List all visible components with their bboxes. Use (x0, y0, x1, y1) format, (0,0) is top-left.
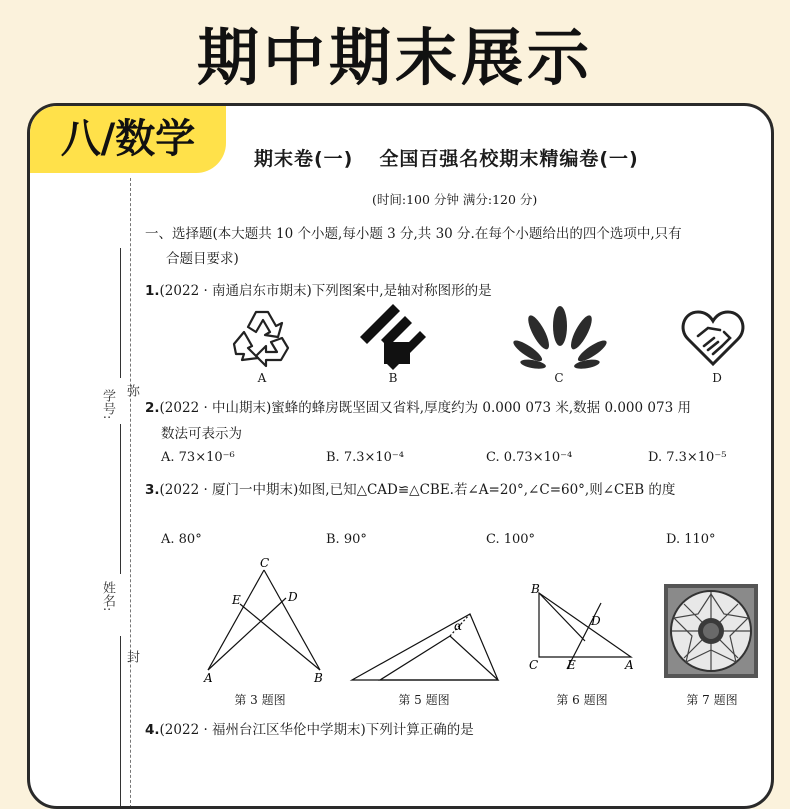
figure-3-diagram (200, 556, 330, 686)
question-number: 1. (145, 283, 160, 299)
figure-7-caption: 第 7 题图 (686, 693, 738, 707)
q3-option-c: C. 100° (486, 532, 536, 547)
name-line (120, 636, 121, 806)
option-label-a: A (257, 371, 267, 385)
seal-char-feng: 封 (124, 650, 139, 663)
q2-option-b: B. 7.3×10⁻⁴ (326, 450, 404, 465)
figure-5-diagram (350, 606, 500, 682)
question-text: (2022 · 南通启东市期末)下列图案中,是轴对称图形的是 (159, 283, 492, 299)
fig6-label-c: C (529, 658, 539, 672)
student-no-label: 学号: (100, 389, 115, 420)
subject-tag: 八/数学 (30, 106, 226, 173)
figure-6-caption: 第 6 题图 (556, 693, 608, 707)
option-label-b: B (388, 371, 398, 385)
fig6-label-d: D (591, 614, 601, 628)
exam-paper (27, 103, 774, 809)
figure-5-caption: 第 5 题图 (398, 693, 450, 707)
question-text: (2022 · 中山期末)蜜蜂的蜂房既坚固又省料,厚度约为 0.000 073 米,数据 0.000 073 用 (159, 400, 691, 416)
time-info: (时间:100 分钟 满分:120 分) (372, 192, 538, 207)
option-label-d: D (712, 371, 722, 385)
fig3-label-a: A (204, 671, 213, 685)
name-line-top (120, 424, 121, 574)
question-2 (145, 396, 691, 416)
fig3-label-c: C (260, 556, 270, 570)
fig3-label-b: B (314, 671, 323, 685)
fig3-label-d: D (288, 590, 298, 604)
question-number: 2. (145, 400, 160, 416)
q2-option-a: A. 73×10⁻⁶ (161, 450, 235, 465)
q2-option-d: D. 7.3×10⁻⁵ (648, 450, 727, 465)
question-number: 4. (145, 722, 160, 738)
q3-option-a: A. 80° (161, 532, 202, 547)
question-1 (145, 279, 492, 299)
section-header-line1: 一、选择题(本大题共 10 个小题,每小题 3 分,共 30 分.在每个小题给出的四个选项中,只有 (145, 226, 682, 242)
heart-handshake-icon (680, 306, 746, 368)
flower-logo-icon (520, 306, 600, 368)
q3-option-b: B. 90° (326, 532, 367, 547)
question-text: (2022 · 福州台江区华伦中学期末)下列计算正确的是 (159, 722, 474, 738)
question-number: 3. (145, 482, 160, 498)
fig5-label-alpha: α (454, 619, 463, 633)
fig6-label-e: E (567, 658, 576, 672)
headline: 期中期末展示 (196, 21, 593, 94)
figure-3-caption: 第 3 题图 (234, 693, 286, 707)
option-label-c: C (554, 371, 564, 385)
brand-mark-icon (360, 304, 426, 370)
fig6-label-b: B (531, 582, 540, 596)
q2-option-c: C. 0.73×10⁻⁴ (486, 450, 573, 465)
section-header-line2: 合题目要求) (166, 251, 239, 267)
q3-option-d: D. 110° (666, 532, 716, 547)
figure-7-tile-pattern (664, 584, 758, 678)
seal-char-mi: 弥 (124, 384, 139, 397)
exam-title-right: 全国百强名校期末精编卷(一) (379, 148, 639, 170)
student-no-line (120, 248, 121, 378)
fig3-label-e: E (232, 593, 241, 607)
fig6-label-a: A (625, 658, 634, 672)
question-2-cont: 数法可表示为 (161, 426, 242, 442)
binding-line (130, 178, 131, 809)
name-label: 姓名: (100, 581, 115, 612)
recycle-icon (230, 306, 294, 370)
exam-title (254, 144, 639, 171)
question-4 (145, 718, 474, 738)
question-3 (145, 478, 675, 498)
question-text: (2022 · 厦门一中期末)如图,已知△CAD≌△CBE.若∠A=20°,∠C=60°,则∠CEB 的度 (159, 482, 676, 498)
exam-title-left: 期末卷(一) (254, 148, 354, 170)
figure-6-diagram (525, 583, 645, 673)
